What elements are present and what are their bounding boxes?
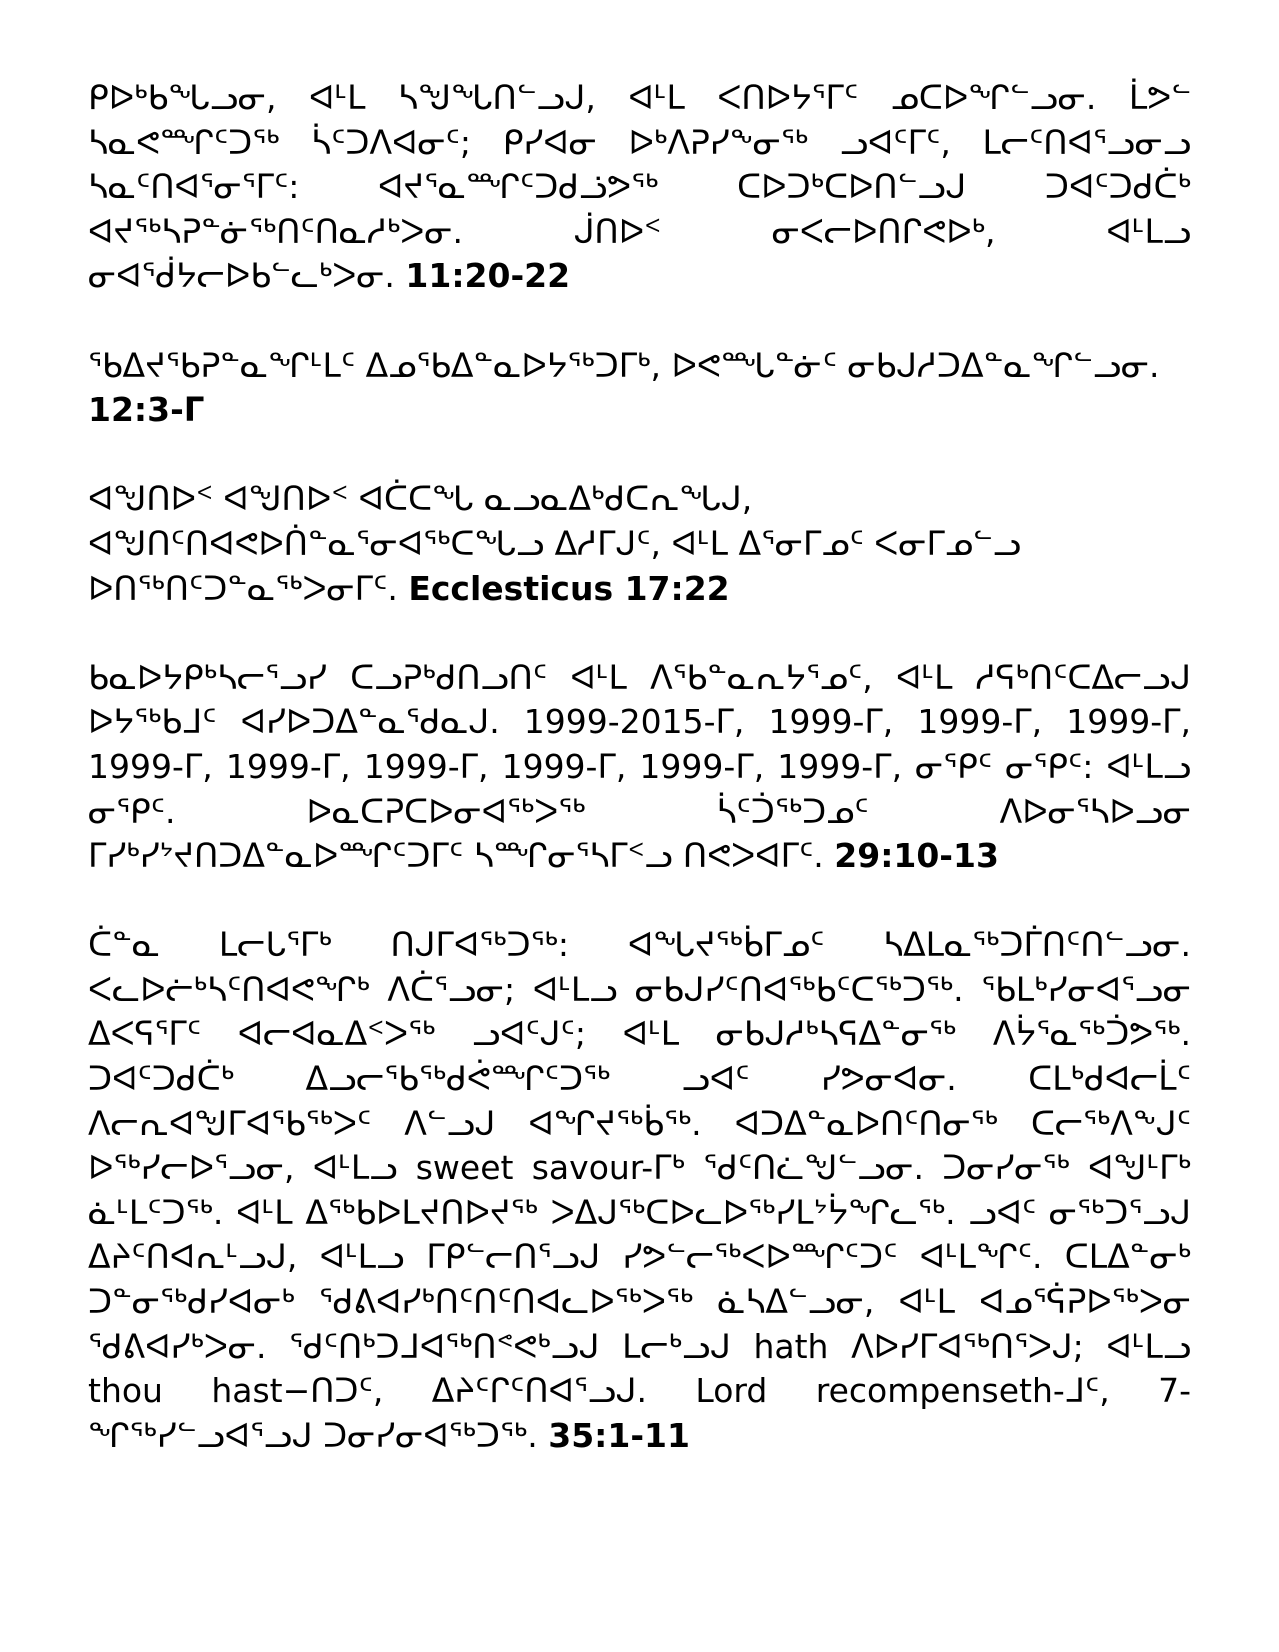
paragraph-text: ᑲᓇᐅᔭᑭᒃᓴᓕᕐᓗᓯ ᑕᓗᕈᒃᑯᑎᓗᑎᑦ ᐊᒻᒪ ᐱᖃᓐᓇᕆᔭᕐᓄᑦ, ᐊᒻᒪ ᓱᕋᒃᑎᑦᑕᐃᓕᓗᒍ ᐅᔭᖅᑲᒧᑦ ᐊᓯᐅᑐᐃᓐᓇᕐᑯᓇᒍ. 1999-2015-ᒥ, 1999-ᒥ, 1999-ᒥ, 1999-ᒥ, 1999-ᒥ, 1999-ᒥ, 1999-ᒥ, 1999-ᒥ, 1999-ᒥ, 1999-ᒥ, ᓂᕿᑦ ᓂᕿᑦ: ᐊᒻᒪᓗ ᓂᕿᑦ. ᐅᓇᑕᕈᑕᐅᓂᐊᖅᐳᖅ ᓵᑦᑑᖅᑐᓄᑦ ᐱᐅᓂᕐᓴᐅᓗᓂ ᒥᓯᒃᓯᔾᔪᑎᑐᐃᓐᓇᐅᙱᑦᑐᒥᑦ ᓴᙱᓂᕐᓴᒥᑉᓗ ᑎᕙᐳᐊᒥᑦ.: [88, 657, 1191, 876]
paragraph-text: ᑭᐅᒃᑲᖓᓗᓂ, ᐊᒻᒪ ᓴᖑᖓᑎᓪᓗᒍ, ᐊᒻᒪ ᐸᑎᐅᔭᕐᒥᑦ ᓄᑕᐅᖏᓪᓗᓂ. ᒫᕗᓪ ᓴᓇᕙᙱᑦᑐᖅ ᓵᑦᑐᐱᐊᓂᑦ; ᑭᓯᐊᓂ ᐅᒃᐱᕈᓯᖕᓂᖅ ᓗᐊᑦᒥᑦ, ᒪᓕᑦᑎᐊᕐᓗᓂᓗ ᓴᓇᑦᑎᐊᕐᓂᕐᒥᑦ: ᐊᔪᕐᓇᙱᑦᑐᑯᓘᕗᖅ ᑕᐅᑐᒃᑕᐅᑎᓪᓗᒍ ᑐᐊᑦᑐᑯᑖᒃ ᐊᔪᖅᓴᕈᓐᓃᖅᑎᑦᑎᓇᓱᒃᐳᓂ. ᒎᑎᐅᑉ ᓂᐸᓕᐅᑎᒋᕙᐅᒃ, ᐊᒻᒪᓗ ᓂᐊᕐᑰᔭᓕᐅᑲᓪᓚᒃᐳᓂ.: [88, 78, 1191, 296]
paragraph: [88, 923, 1191, 1458]
verse-reference: 11:20-22: [405, 256, 571, 296]
paragraph-text: ᐊᖑᑎᐅᑉ ᐊᖑᑎᐅᑉ ᐊᑖᑕᖓ ᓇᓗᓇᐃᒃᑯᑕᕆᖓᒍ, ᐊᖑᑎᑦᑎᐊᕙᐅᑏᓐᓇᕐᓂᐊᖅᑕᖓᓗ ᐃᓱᒥᒍᑦ, ᐊᒻᒪ ᐃᕐᓂᒥᓄᑦ ᐸᓂᒥᓄᓪᓗ ᐅᑎᖅᑎᑦᑐᓐᓇᖅᐳᓂᒥᑦ.: [88, 479, 1021, 608]
paragraph: [88, 656, 1191, 879]
paragraph: [88, 76, 1191, 299]
verse-reference: 29:10-13: [834, 836, 999, 876]
paragraph: [88, 477, 1191, 611]
verse-reference: Ecclesticus 17:22: [408, 568, 730, 608]
paragraph-text: ᑖᓐᓇ ᒪᓕᒐᕐᒥᒃ ᑎᒍᒥᐊᖅᑐᖅ: ᐊᖓᔪᖅᑳᒥᓄᑦ ᓴᐃᒪᓇᖅᑐᒦᑎᑦᑎᓪᓗᓂ. ᐸᓚᐅᓖᒃᓴᑦᑎᐊᕙᖏᒃ ᐱᑖᕐᓗᓂ; ᐊᒻᒪᓗ ᓂᑲᒍᓯᑦᑎᐊᖅᑲᑦᑕᖅᑐᖅ. ᖃᒪᒃᓯᓂᐊᕐᓗᓂ ᐃᐸᕋᕐᒥᑦ ᐊᓕᐊᓇᐃᑉᐳᖅ ᓗᐊᑦᒍᑦ; ᐊᒻᒪ ᓂᑲᒍᓱᒃᓴᕋᐃᓐᓂᖅ ᐱᔮᕐᓇᖅᑑᕗᖅ. ᑐᐊᑦᑐᑯᑖᒃ ᐃᓗᓕᖃᖅᑯᕚᙱᑦᑐᖅ ᓗᐊᑦ ᓯᕗᓂᐊᓂ. ᑕᒪᒃᑯᐊᓕᒫᑦ ᐱᓕᕆᐊᖑᒥᐊᖃᖅᐳᑦ ᐱᓪᓗᒍ ᐊᖏᔪᖅᑳᖅ. ᐊᑐᐃᓐᓇᐅᑎᑦᑎᓂᖅ ᑕᓕᖅᐱᖕᒍᑦ ᐅᖅᓯᓕᐅᕐᓗᓂ, ᐊᒻᒪᓗ sweet savour-ᒥᒃ ᖁᑦᑎᓛᖑᓪᓗᓂ. ᑐᓂᓯᓂᖅ ᐊᖑᒻᒥᒃ ᓈᒻᒪᑦᑐᖅ. ᐊᒻᒪ ᐃᖅᑲᐅᒪᔪᑎᐅᔪᖅ ᐳᐃᒍᖅᑕᐅᓚᐅᖅᓯᒪᔾᔮᖏᓚᖅ. ᓗᐊᑦ ᓂᖅᑐᕐᓗᒍ ᐃᔨᑦᑎᐊᕆᒻᓗᒍ, ᐊᒻᒪᓗ ᒥᑭᓪᓕᑎᕐᓗᒍ ᓯᕗᓪᓕᖅᐸᐅᙱᑦᑐᑦ ᐊᒻᒪᖏᑦ. ᑕᒪᐃᓐᓂᒃ ᑐᓐᓂᖅᑯᓯᐊᓂᒃ ᖁᕕᐊᓯᒃᑎᑦᑎᑦᑎᐊᓚᐅᖅᐳᖅ ᓈᓴᐃᓪᓗᓂ, ᐊᒻᒪ ᐊᓄᕐᕌᕈᐅᖅᐳᓂ ᖁᕕᐊᓯᒃᐳᓂ. ᖁᑦᑎᒃᑐᒧᐊᖅᑎᕝᕙᒃᓗᒍ ᒪᓕᒃᓗᒍ hath ᐱᐅᓯᒥᐊᖅᑎᕐᐳᒍ; ᐊᒻᒪᓗ thou hast−ᑎᑐᑦ, ᐃᔨᑦᒋᑦᑎᐊᕐᓗᒍ. Lord recompenseth-ᒧᑦ, 7-ᖏᖅᓯᓪᓗᐊᕐᓗᒍ ᑐᓂᓯᓂᐊᖅᑐᖅ.: [88, 925, 1191, 1455]
document-page: [88, 76, 1191, 1503]
verse-reference: 35:1-11: [548, 1415, 690, 1455]
paragraph: [88, 344, 1191, 433]
paragraph-text: ᖃᐃᔪᖃᕈᓐᓇᖏᒻᒪᑦ ᐃᓄᖃᐃᓐᓇᐅᔭᖅᑐᒥᒃ, ᐅᕙᙵᓐᓃᑦ ᓂᑲᒍᓱᑐᐃᓐᓇᖏᓪᓗᓂ.: [88, 345, 1160, 385]
verse-reference: 12:3-ᒥ: [88, 390, 205, 430]
